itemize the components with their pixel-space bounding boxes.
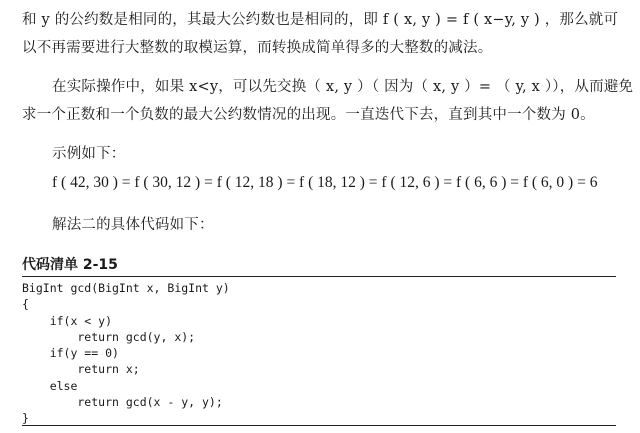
paragraph-1-line-1: 和 y 的公约数是相同的，其最大公约数也是相同的，即 f ( x, y ) = f ( x−y, y ) ，那么就可 xyxy=(22,12,619,28)
code-line: { xyxy=(22,297,29,311)
code-line: else xyxy=(22,379,78,393)
code-line: if(y == 0) xyxy=(22,346,119,360)
listing-top-rule xyxy=(22,276,616,277)
listing-title: 代码清单 2-15 xyxy=(22,257,118,273)
paragraph-2-line-2: 求一个正数和一个负数的最大公约数情况的出现。一直迭代下去，直到其中一个数为 0。 xyxy=(22,107,595,123)
code-line: BigInt gcd(BigInt x, BigInt y) xyxy=(22,281,230,295)
code-line: } xyxy=(22,411,29,425)
code-line: return x; xyxy=(22,362,140,376)
listing-bottom-rule xyxy=(22,425,616,426)
paragraph-1-line-2: 以不再需要进行大整数的取模运算，而转换成简单得多的大整数的减法。 xyxy=(22,40,493,56)
paragraph-2-line-1: 在实际操作中，如果 x<y，可以先交换（ x, y ）（ 因为（ x, y ）= （ y, x ）），从而避免 xyxy=(52,79,634,95)
code-line: return gcd(x - y, y); xyxy=(22,395,223,409)
gcd-example-equation: f ( 42, 30 ) = f ( 30, 12 ) = f ( 12, 18 ) = f ( 18, 12 ) = f ( 12, 6 ) = f ( 6, 6 ) = f ( 6, 0 ) = 6 xyxy=(52,174,598,191)
code-line: if(x < y) xyxy=(22,314,113,328)
code-line: return gcd(y, x); xyxy=(22,330,196,344)
example-intro: 示例如下： xyxy=(52,146,126,162)
solution-intro: 解法二的具体代码如下： xyxy=(52,217,214,233)
